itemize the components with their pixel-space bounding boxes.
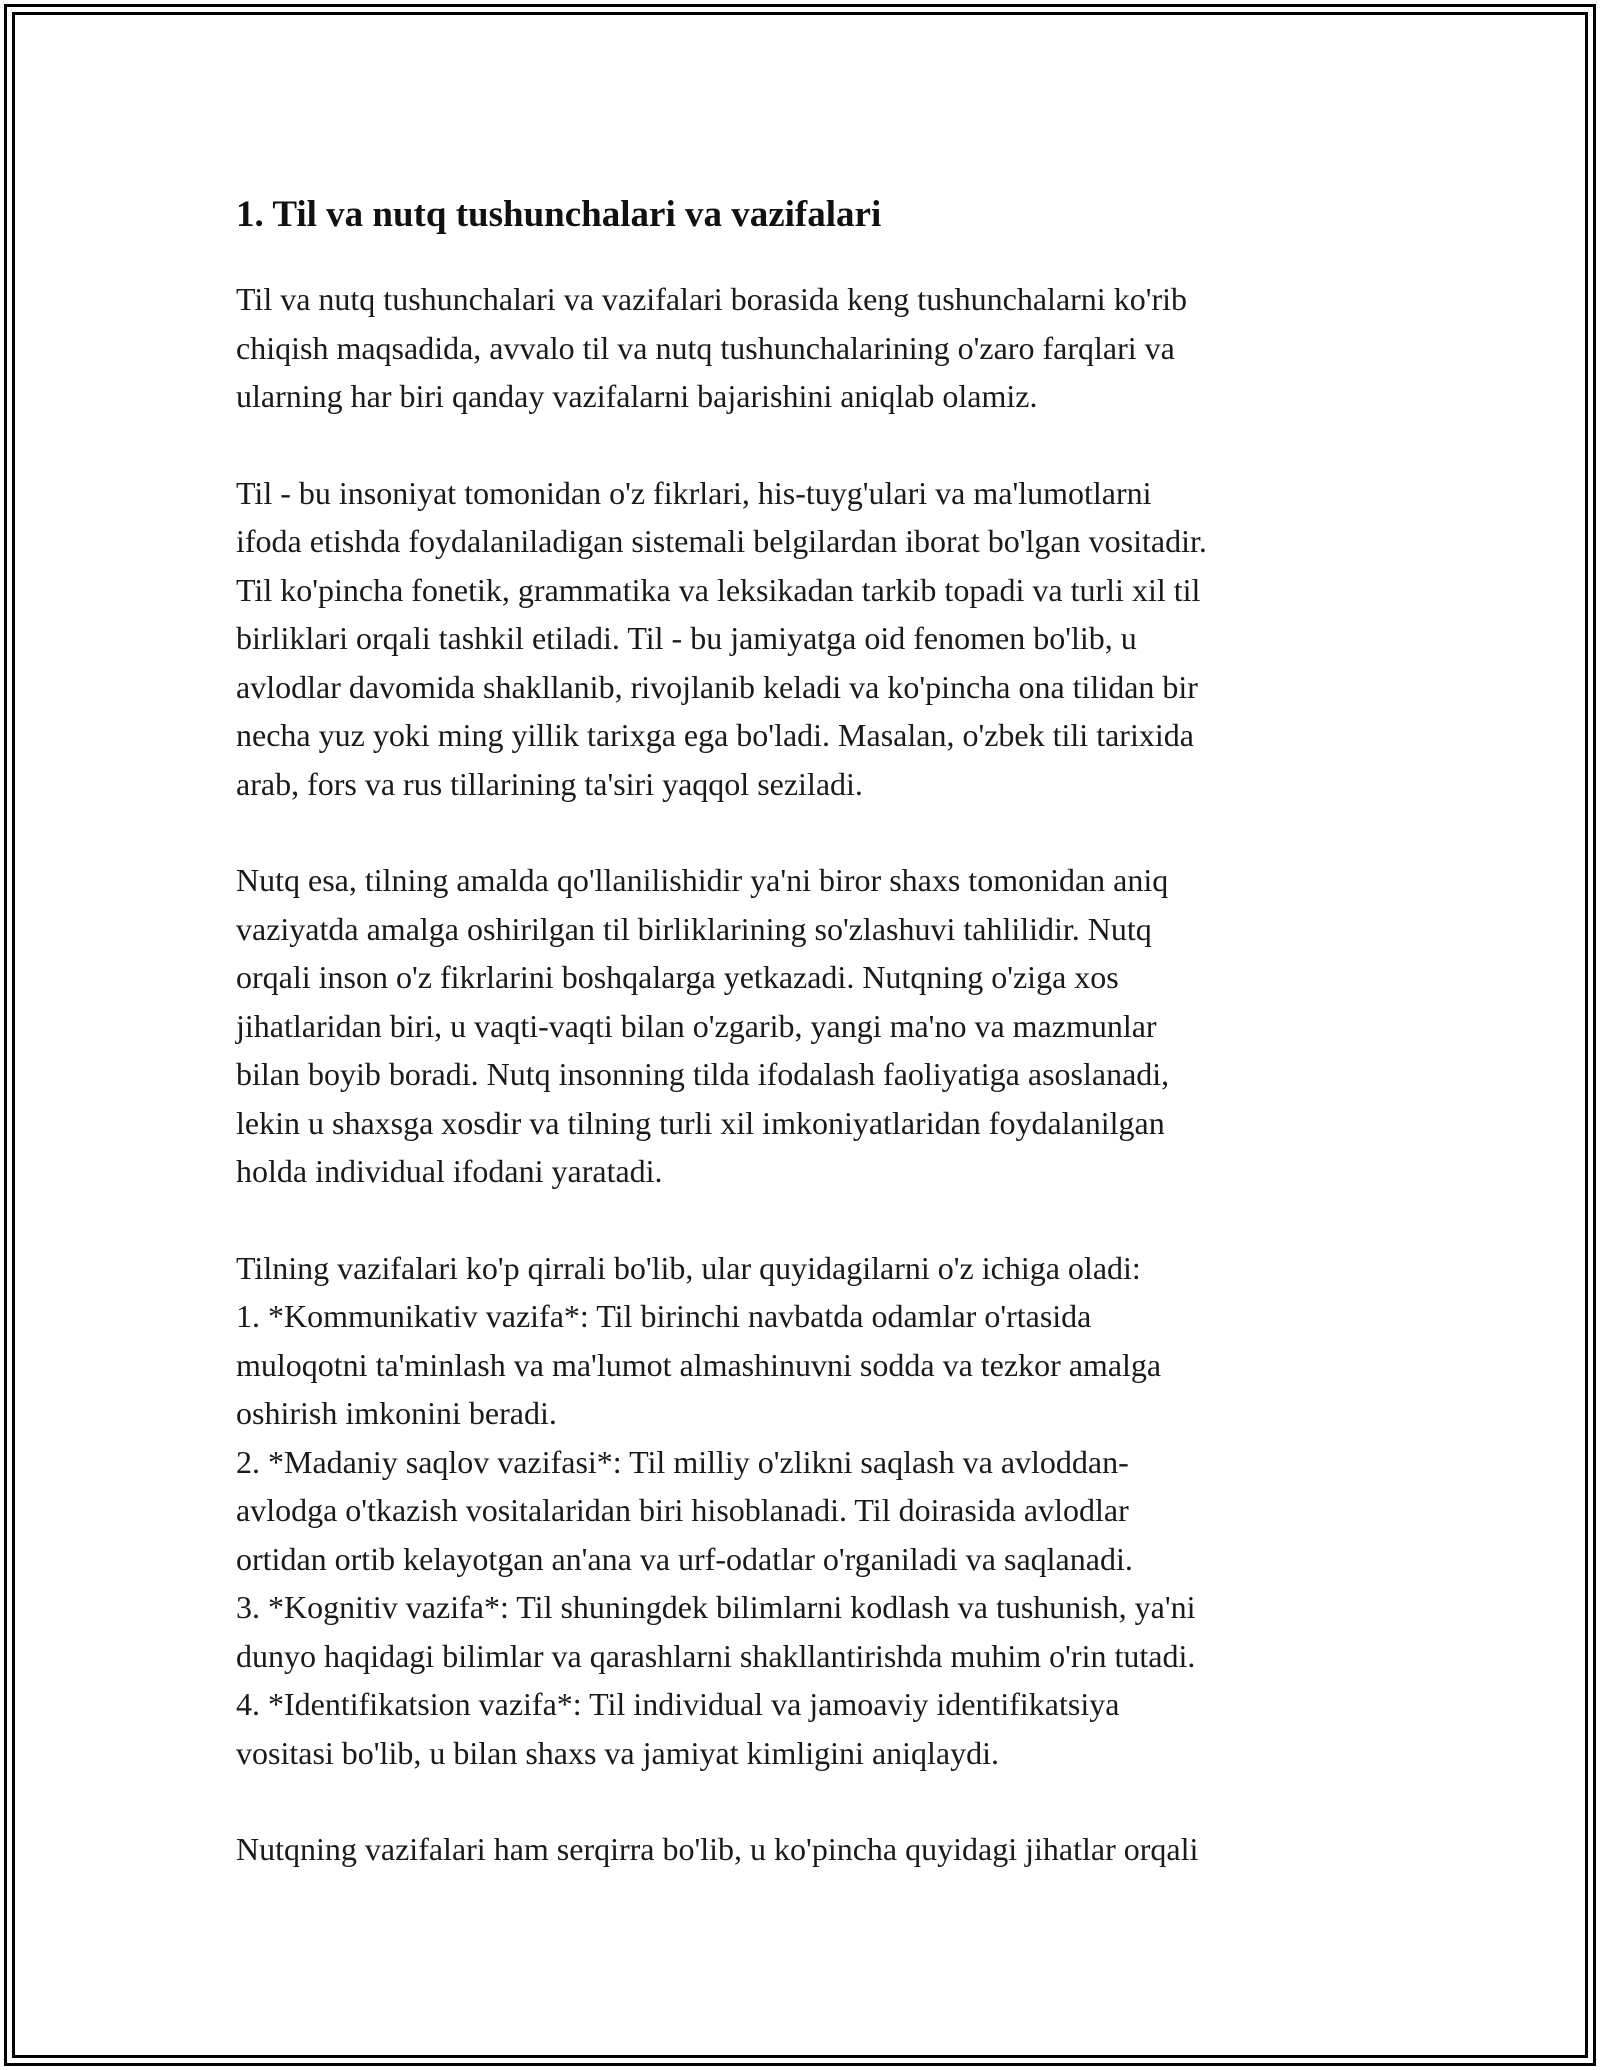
list-item-text: 1. *Kommunikativ vazifa*: Til birinchi navbatda odamlar o'rtasida	[236, 1298, 1092, 1334]
paragraph-til-definition	[236, 469, 1366, 809]
text-line: Til va nutq tushunchalari va vazifalari borasida keng tushunchalarni ko'rib	[236, 281, 1187, 317]
text-line: ifoda etishda foydalaniladigan sistemali belgilardan iborat bo'lgan vositadir.	[236, 523, 1207, 559]
paragraph-nutq-definition	[236, 856, 1366, 1196]
text-line: Nutq esa, tilning amalda qo'llanilishidir ya'ni biror shaxs tomonidan aniq	[236, 862, 1169, 898]
paragraph-intro	[236, 275, 1366, 421]
text-line: chiqish maqsadida, avvalo til va nutq tushunchalarining o'zaro farqlari va	[236, 329, 1175, 366]
text-line: lekin u shaxsga xosdir va tilning turli xil imkoniyatlaridan foydalanilgan	[236, 1104, 1165, 1141]
paragraph-nutq-functions	[236, 1825, 1366, 1874]
text-line: ortidan ortib kelayotgan an'ana va urf-odatlar o'rganiladi va saqlanadi.	[236, 1540, 1133, 1577]
text-line: vositasi bo'lib, u bilan shaxs va jamiyat kimligini aniqlaydi.	[236, 1734, 1000, 1771]
text-line: ularning har biri qanday vazifalarni bajarishini aniqlab olamiz.	[236, 378, 1038, 414]
text-line: birliklari orqali tashkil etiladi. Til - bu jamiyatga oid fenomen bo'lib, u	[236, 620, 1137, 656]
text-line: avlodga o'tkazish vositalaridan biri hisoblanadi. Til doirasida avlodlar	[236, 1492, 1129, 1528]
text-line: muloqotni ta'minlash va ma'lumot almashinuvni sodda va tezkor amalga	[236, 1346, 1162, 1383]
text-line: bilan boyib boradi. Nutq insonning tilda ifodalash faoliyatiga asoslanadi,	[236, 1056, 1170, 1092]
section-heading: 1. Til va nutq tushunchalari va vazifalari	[236, 194, 882, 235]
text-line: Tilning vazifalari ko'p qirrali bo'lib, ular quyidagilarni o'z ichiga oladi:	[236, 1249, 1141, 1286]
text-line: avlodlar davomida shakllanib, rivojlanib keladi va ko'pincha ona tilidan bir	[236, 668, 1198, 705]
text-line: arab, fors va rus tillarining ta'siri yaqqol seziladi.	[236, 765, 863, 802]
text-line: Nutqning vazifalari ham serqirra bo'lib, u ko'pincha quyidagi jihatlar orqali	[236, 1831, 1199, 1867]
text-line: necha yuz yoki ming yillik tarixga ega bo'ladi. Masalan, o'zbek tili tarixida	[236, 717, 1194, 753]
text-line: Til - bu insoniyat tomonidan o'z fikrlari, his-tuyg'ulari va ma'lumotlarni	[236, 474, 1152, 511]
text-line: oshirish imkonini beradi.	[236, 1395, 557, 1431]
text-line: jihatlaridan biri, u vaqti-vaqti bilan o'zgarib, yangi ma'no va mazmunlar	[236, 1007, 1157, 1044]
text-line: orqali inson o'z fikrlarini boshqalarga yetkazadi. Nutqning o'ziga xos	[236, 959, 1119, 995]
text-line: vaziyatda amalga oshirilgan til birliklarining so'zlashuvi tahlilidir. Nutq	[236, 910, 1152, 947]
list-item-text: 3. *Kognitiv vazifa*: Til shuningdek bilimlarni kodlash va tushunish, ya'ni	[236, 1589, 1196, 1625]
list-item-text: 4. *Identifikatsion vazifa*: Til individual va jamoaviy identifikatsiya	[236, 1686, 1120, 1722]
paragraph-til-functions	[236, 1244, 1366, 1778]
text-line: dunyo haqidagi bilimlar va qarashlarni shakllantirishda muhim o'rin tutadi.	[236, 1637, 1196, 1674]
document-body	[236, 185, 1366, 1922]
list-item-text: 2. *Madaniy saqlov vazifasi*: Til milliy o'zlikni saqlash va avloddan-	[236, 1443, 1129, 1480]
text-line: holda individual ifodani yaratadi.	[236, 1153, 663, 1189]
text-line: Til ko'pincha fonetik, grammatika va leksikadan tarkib topadi va turli xil til	[236, 571, 1201, 608]
